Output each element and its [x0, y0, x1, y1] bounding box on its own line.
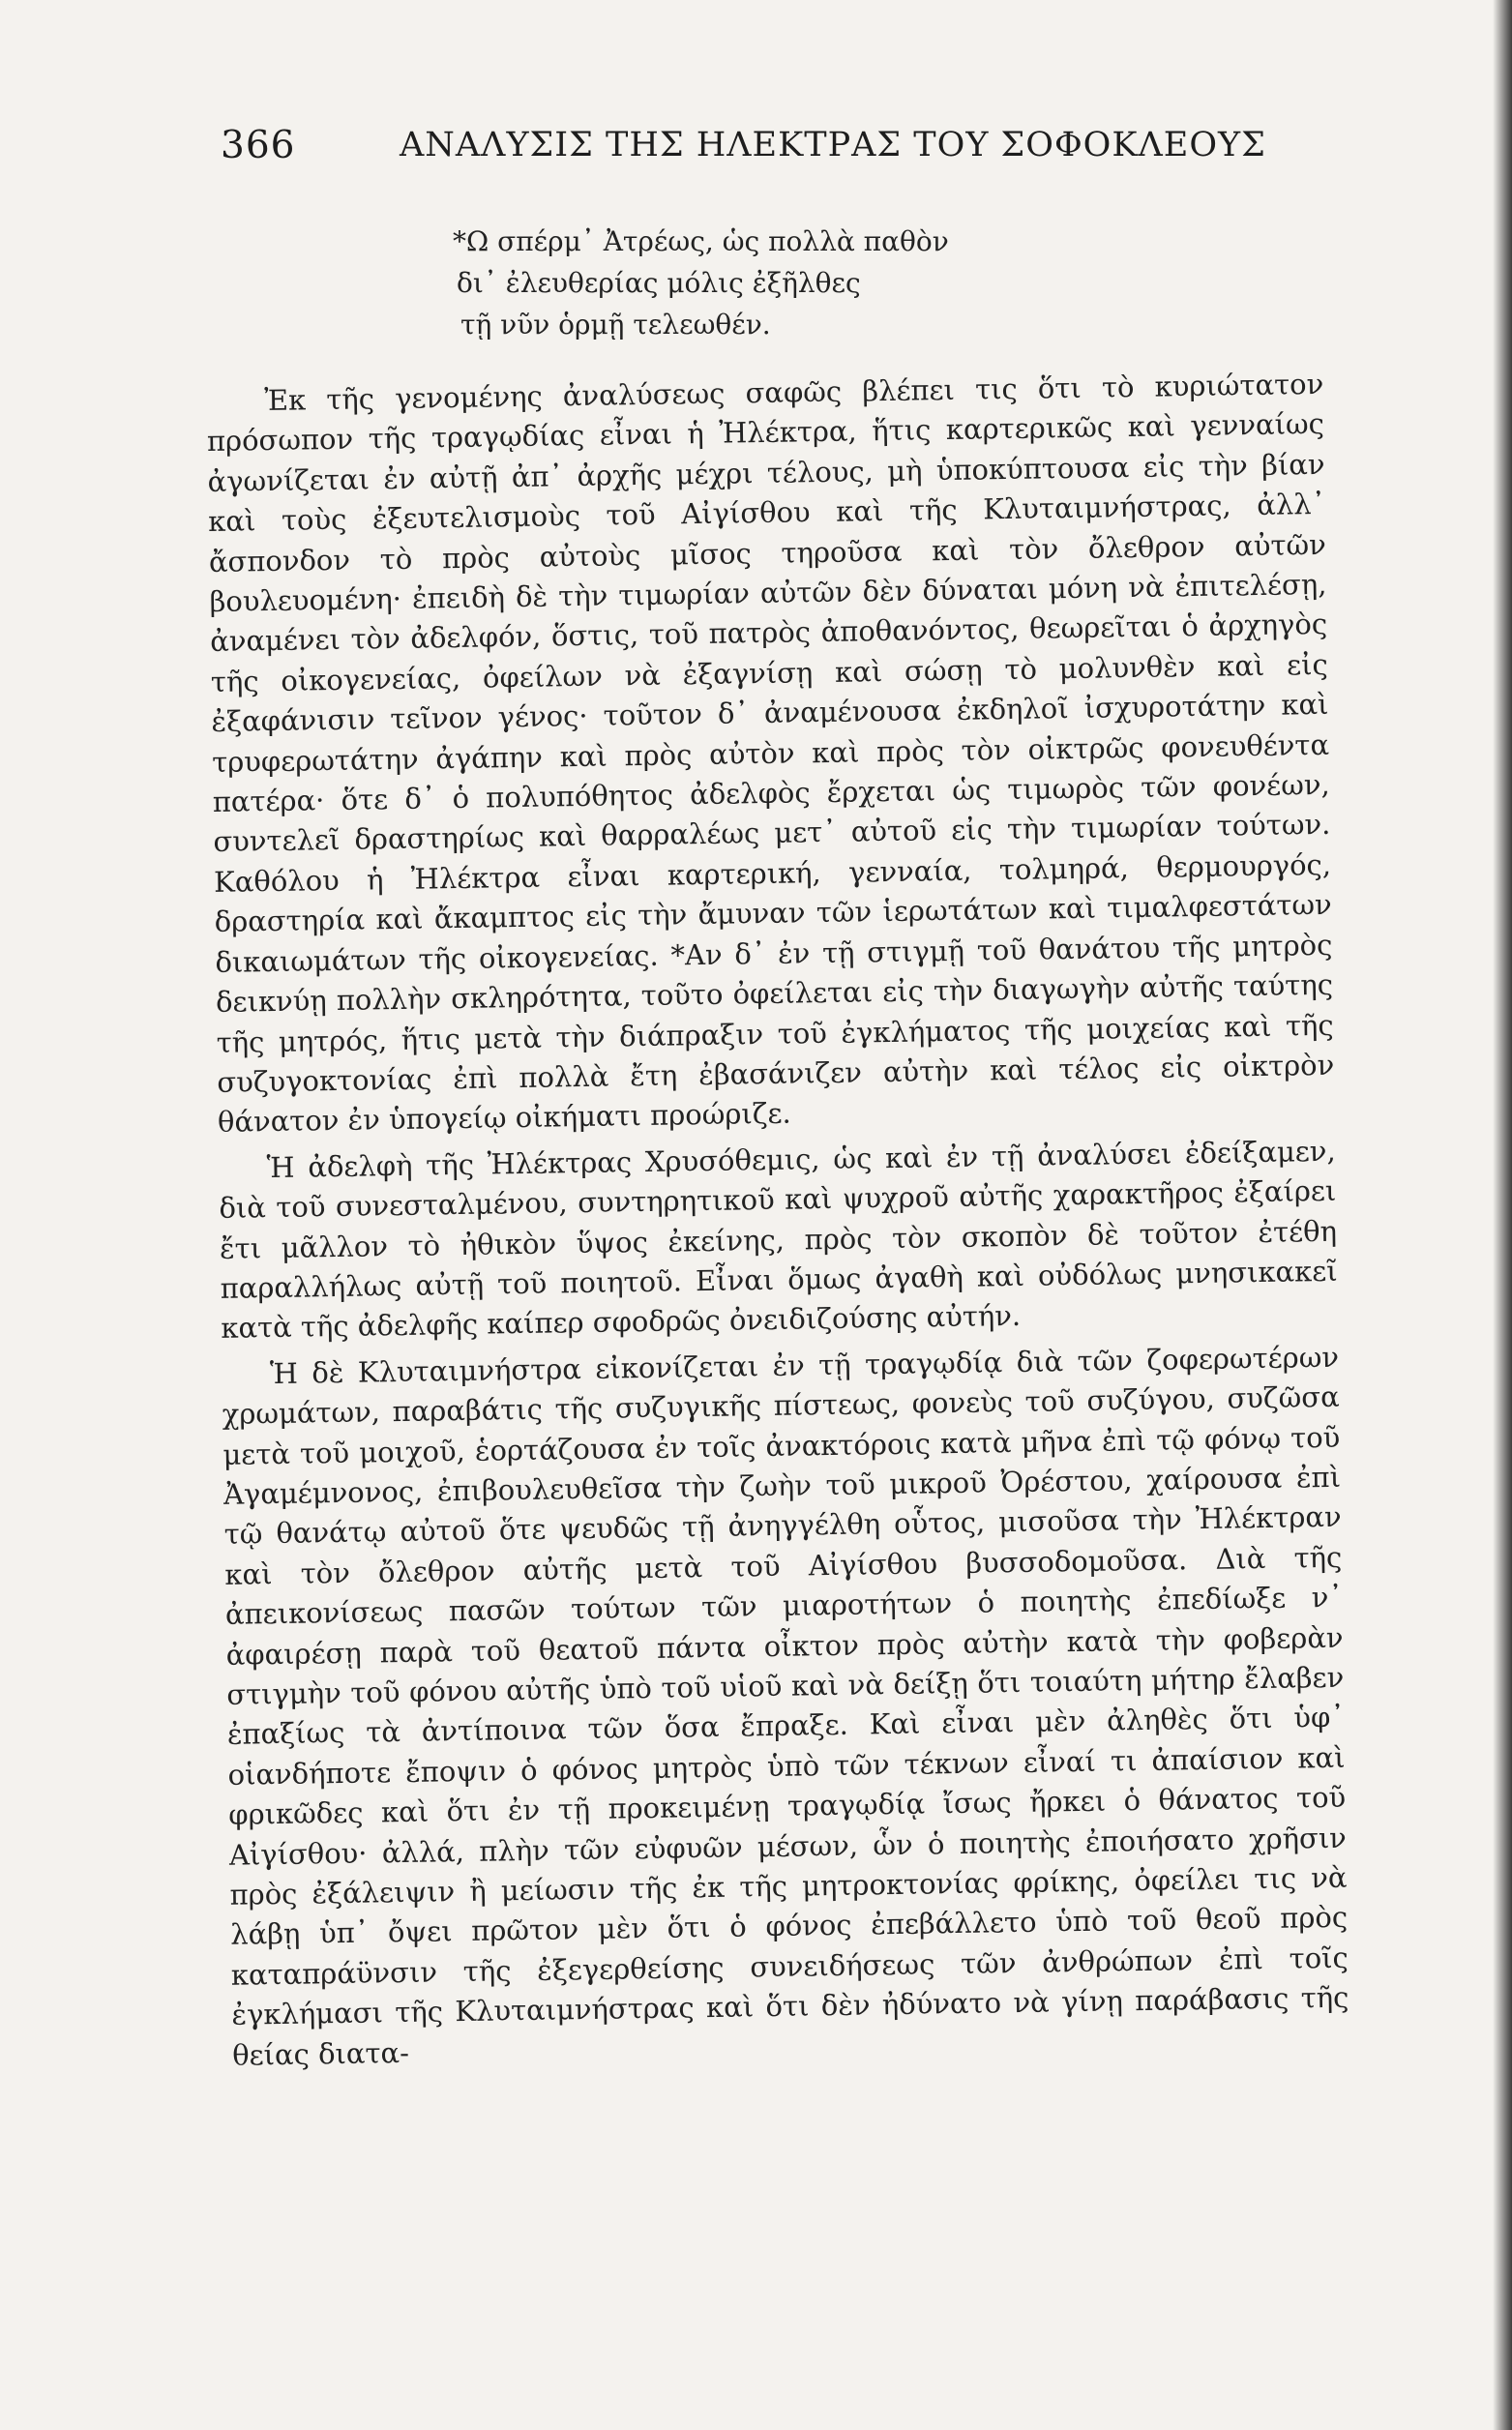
verse-line: *Ω σπέρμ᾿ Ἀτρέως, ὡς πολλὰ παθὸν — [453, 225, 949, 257]
verse-line: δι᾿ ἐλευθερίας μόλις ἐξῆλθες — [457, 267, 861, 299]
running-title: ΑΝΑΛΥΣΙΣ ΤΗΣ ΗΛΕΚΤΡΑΣ ΤΟΥ ΣΟΦΟΚΛΕΟΥΣ — [400, 126, 1266, 164]
body-text — [206, 365, 1349, 2082]
verse-quotation — [453, 221, 949, 345]
page-number: 366 — [221, 124, 296, 167]
page-edge-shadow — [1493, 0, 1512, 2430]
paragraph-clytemnestra: Ἡ δὲ Κλυταιμνήστρα εἰκονίζεται ἐν τῇ τραγῳδίᾳ διὰ τῶν ζοφερωτέρων χρωμάτων, παραβάτις τῆς συζυγικῆς πίστεως, φονεὺς τοῦ συζύγου, συζῶσα μετὰ τοῦ μοιχοῦ, ἑορτάζουσα ἐν τοῖς ἀνακτόροις κατὰ μῆνα ἐπὶ τῷ φόνῳ τοῦ Ἀγαμέμνονος, ἐπιβουλευθεῖσα τὴν ζωὴν τοῦ μικροῦ Ὀρέστου, χαίρουσα ἐπὶ τῷ θανάτῳ αὐτοῦ ὅτε ψευδῶς τῇ ἀνηγγέλθη οὗτος, μισοῦσα τὴν Ἠλέκτραν καὶ τὸν ὄλεθρον αὐτῆς μετὰ τοῦ Αἰγίσθου βυσσοδομοῦσα. Διὰ τῆς ἀπεικονίσεως πασῶν τούτων τῶν μιαροτήτων ὁ ποιητὴς ἐπεδίωξε ν᾿ ἀφαιρέσῃ παρὰ τοῦ θεατοῦ πάντα οἶκτον πρὸς αὐτὴν κατὰ τὴν φοβερὰν στιγμὴν τοῦ φόνου αὐτῆς ὑπὸ τοῦ υἱοῦ καὶ νὰ δείξῃ ὅτι τοιαύτη μήτηρ ἔλαβεν ἐπαξίως τὰ ἀντίποινα τῶν ὅσα ἔπραξε. Καὶ εἶναι μὲν ἀληθὲς ὅτι ὑφ᾿ οἱανδήποτε ἔποψιν ὁ φόνος μητρὸς ὑπὸ τῶν τέκνων εἶναί τι ἀπαίσιον καὶ φρικῶδες καὶ ὅτι ἐν τῇ προκειμένῃ τραγῳδίᾳ ἴσως ἤρκει ὁ θάνατος τοῦ Αἰγίσθου· ἀλλά, πλὴν τῶν εὐφυῶν μέσων, ὧν ὁ ποιητὴς ἐποιήσατο χρῆσιν πρὸς ἐξάλειψιν ἢ μείωσιν τῆς ἐκ τῆς μητροκτονίας φρίκης, ὀφείλει τις νὰ λάβῃ ὑπ᾿ ὄψει πρῶτον μὲν ὅτι ὁ φόνος ἐπεβάλλετο ὑπὸ τοῦ θεοῦ πρὸς καταπράϋνσιν τῆς ἐξεγερθείσης συνειδήσεως τῶν ἀνθρώπων ἐπὶ τοῖς ἐγκλήμασι τῆς Κλυταιμνήστρας καὶ ὅτι δὲν ἠδύνατο νὰ γίνῃ παράβασις τῆς θείας διατα- — [222, 1340, 1349, 2072]
paragraph-electra: Ἐκ τῆς γενομένης ἀναλύσεως σαφῶς βλέπει τις ὅτι τὸ κυριώτατον πρόσωπον τῆς τραγῳδίας εἶναι ἡ Ἠλέκτρα, ἥτις καρτερικῶς καὶ γενναίως ἀγωνίζεται ἐν αὐτῇ ἀπ᾿ ἀρχῆς μέχρι τέλους, μὴ ὑποκύπτουσα εἰς τὴν βίαν καὶ τοὺς ἐξευτελισμοὺς τοῦ Αἰγίσθου καὶ τῆς Κλυταιμνήστρας, ἀλλ᾿ ἄσπονδον τὸ πρὸς αὐτοὺς μῖσος τηροῦσα καὶ τὸν ὄλεθρον αὐτῶν βουλευομένη· ἐπειδὴ δὲ τὴν τιμωρίαν αὐτῶν δὲν δύναται μόνη νὰ ἐπιτελέσῃ, ἀναμένει τὸν ἀδελφόν, ὅστις, τοῦ πατρὸς ἀποθανόντος, θεωρεῖται ὁ ἀρχηγὸς τῆς οἰκογενείας, ὀφείλων νὰ ἐξαγνίσῃ καὶ σώσῃ τὸ μολυνθὲν καὶ εἰς ἐξαφάνισιν τεῖνον γένος· τοῦτον δ᾿ ἀναμένουσα ἐκδηλοῖ ἰσχυροτάτην καὶ τρυφερωτάτην ἀγάπην καὶ πρὸς αὐτὸν καὶ πρὸς τὸν οἰκτρῶς φονευθέντα πατέρα· ὅτε δ᾿ ὁ πολυπόθητος ἀδελφὸς ἔρχεται ὡς τιμωρὸς τῶν φονέων, συντελεῖ δραστηρίως καὶ θαρραλέως μετ᾿ αὐτοῦ εἰς τὴν τιμωρίαν τούτων. Καθόλου ἡ Ἠλέκτρα εἶναι καρτερική, γενναία, τολμηρά, θερμουργός, δραστηρία καὶ ἄκαμπτος εἰς τὴν ἄμυναν τῶν ἱερωτάτων καὶ τιμαλφεστάτων δικαιωμάτων τῆς οἰκογενείας. *Αν δ᾿ ἐν τῇ στιγμῇ τοῦ θανάτου τῆς μητρὸς δεικνύῃ πολλὴν σκληρότητα, τοῦτο ὀφείλεται εἰς τὴν διαγωγὴν αὐτῆς ταύτης τῆς μητρός, ἥτις μετὰ τὴν διάπραξιν τοῦ ἐγκλήματος τῆς μοιχείας καὶ τῆς συζυγοκτονίας ἐπὶ πολλὰ ἔτη ἐβασάνιζεν αὐτὴν καὶ τέλος εἰς οἰκτρὸν θάνατον ἐν ὑπογείῳ οἰκήματι προώριζε. — [206, 367, 1335, 1140]
paragraph-chrysothemis: Ἡ ἀδελφὴ τῆς Ἠλέκτρας Χρυσόθεμις, ὡς καὶ ἐν τῇ ἀναλύσει ἐδείξαμεν, διὰ τοῦ συνεσταλμένου, συντηρητικοῦ καὶ ψυχροῦ αὐτῆς χαρακτῆρος ἐξαίρει ἔτι μᾶλλον τὸ ἠθικὸν ὕψος ἐκείνης, πρὸς τὸν σκοπὸν δὲ τοῦτον ἐτέθη παραλλήλως αὐτῇ τοῦ ποιητοῦ. Εἶναι ὅμως ἀγαθὴ καὶ οὐδόλως μνησικακεῖ κατὰ τῆς ἀδελφῆς καίπερ σφοδρῶς ὀνειδιζούσης αὐτήν. — [219, 1134, 1338, 1346]
verse-line: τῇ νῦν ὁρμῇ τελεωθέν. — [460, 309, 771, 341]
page-header — [221, 124, 1265, 178]
